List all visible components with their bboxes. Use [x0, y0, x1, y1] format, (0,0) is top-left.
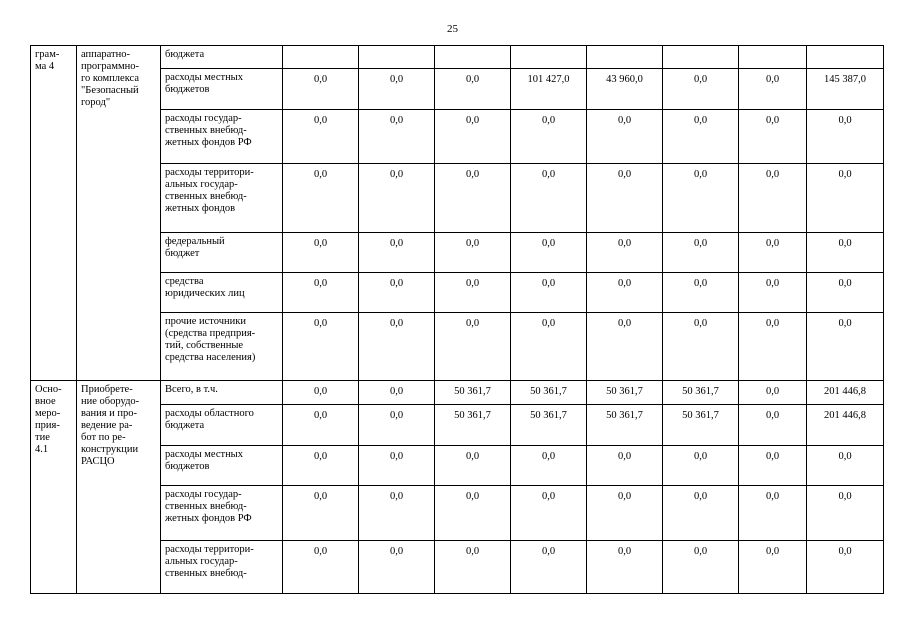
value-cell: 0,0 — [739, 110, 807, 164]
value-cell: 0,0 — [587, 110, 663, 164]
value-cell: 0,0 — [359, 486, 435, 541]
value-cell — [435, 46, 511, 69]
value-cell: 50 361,7 — [663, 405, 739, 446]
value-cell: 0,0 — [435, 164, 511, 233]
value-cell: 0,0 — [739, 405, 807, 446]
value-cell: 0,0 — [359, 405, 435, 446]
value-cell: 0,0 — [435, 486, 511, 541]
value-cell: 0,0 — [511, 486, 587, 541]
value-cell: 0,0 — [283, 233, 359, 273]
value-cell: 0,0 — [739, 486, 807, 541]
value-cell — [359, 46, 435, 69]
value-cell: 50 361,7 — [587, 405, 663, 446]
value-cell: 0,0 — [435, 313, 511, 381]
value-cell: 0,0 — [663, 273, 739, 313]
value-cell: 0,0 — [739, 313, 807, 381]
value-cell: 0,0 — [587, 486, 663, 541]
value-cell: 101 427,0 — [511, 69, 587, 110]
value-cell: 0,0 — [807, 273, 884, 313]
value-cell: 0,0 — [663, 313, 739, 381]
value-cell: 0,0 — [807, 164, 884, 233]
value-cell: 0,0 — [739, 233, 807, 273]
value-cell: 0,0 — [359, 313, 435, 381]
value-cell: 0,0 — [739, 273, 807, 313]
value-cell: 0,0 — [807, 233, 884, 273]
value-cell: 0,0 — [435, 541, 511, 594]
value-cell: 0,0 — [807, 446, 884, 486]
source-label: бюджета — [161, 46, 283, 69]
value-cell — [807, 46, 884, 69]
value-cell: 0,0 — [807, 313, 884, 381]
source-label: федеральный бюджет — [161, 233, 283, 273]
value-cell: 0,0 — [587, 233, 663, 273]
value-cell: 0,0 — [739, 541, 807, 594]
value-cell: 0,0 — [511, 164, 587, 233]
source-label: расходы местных бюджетов — [161, 69, 283, 110]
value-cell: 0,0 — [663, 69, 739, 110]
value-cell: 0,0 — [359, 110, 435, 164]
value-cell: 0,0 — [807, 110, 884, 164]
source-label: расходы областного бюджета — [161, 405, 283, 446]
value-cell: 0,0 — [283, 273, 359, 313]
value-cell — [587, 46, 663, 69]
value-cell: 0,0 — [587, 164, 663, 233]
source-label: прочие источники (средства предприя- тий, собственные средства населения) — [161, 313, 283, 381]
value-cell: 50 361,7 — [435, 381, 511, 405]
value-cell: 0,0 — [739, 69, 807, 110]
value-cell: 0,0 — [511, 110, 587, 164]
source-label: средства юридических лиц — [161, 273, 283, 313]
value-cell: 0,0 — [663, 164, 739, 233]
value-cell: 50 361,7 — [435, 405, 511, 446]
value-cell: 0,0 — [739, 164, 807, 233]
value-cell: 50 361,7 — [511, 405, 587, 446]
table-row — [31, 381, 884, 405]
table-row — [31, 46, 884, 69]
source-label: Всего, в т.ч. — [161, 381, 283, 405]
value-cell: 0,0 — [435, 273, 511, 313]
value-cell: 0,0 — [663, 233, 739, 273]
value-cell: 0,0 — [359, 69, 435, 110]
value-cell: 201 446,8 — [807, 405, 884, 446]
value-cell: 0,0 — [511, 233, 587, 273]
value-cell: 0,0 — [663, 541, 739, 594]
value-cell: 0,0 — [283, 69, 359, 110]
value-cell: 0,0 — [283, 313, 359, 381]
value-cell: 201 446,8 — [807, 381, 884, 405]
value-cell: 50 361,7 — [587, 381, 663, 405]
program-name-cell: аппаратно- программно- го комплекса "Безопасный город" — [77, 46, 161, 381]
value-cell: 0,0 — [359, 541, 435, 594]
value-cell: 0,0 — [435, 233, 511, 273]
source-label: расходы государ- ственных внебюд- жетных фондов РФ — [161, 110, 283, 164]
value-cell: 0,0 — [435, 69, 511, 110]
source-label: расходы государ- ственных внебюд- жетных фондов РФ — [161, 486, 283, 541]
value-cell: 0,0 — [663, 110, 739, 164]
page-number: 25 — [447, 23, 458, 35]
value-cell — [283, 46, 359, 69]
activity-name-cell: Приобрете- ние оборудо- вания и про- ведение ра- бот по ре- конструкции РАСЦО — [77, 381, 161, 594]
activity-number-cell: Осно- вное меро- прия- тие 4.1 — [31, 381, 77, 594]
value-cell — [663, 46, 739, 69]
value-cell: 0,0 — [359, 381, 435, 405]
value-cell: 0,0 — [663, 486, 739, 541]
value-cell: 50 361,7 — [511, 381, 587, 405]
value-cell: 0,0 — [663, 446, 739, 486]
value-cell: 43 960,0 — [587, 69, 663, 110]
value-cell: 145 387,0 — [807, 69, 884, 110]
value-cell: 0,0 — [739, 446, 807, 486]
value-cell: 0,0 — [283, 110, 359, 164]
value-cell: 0,0 — [587, 273, 663, 313]
value-cell: 0,0 — [587, 541, 663, 594]
value-cell: 0,0 — [283, 486, 359, 541]
value-cell: 0,0 — [511, 541, 587, 594]
value-cell — [739, 46, 807, 69]
program-number-cell: грам- ма 4 — [31, 46, 77, 381]
value-cell: 50 361,7 — [663, 381, 739, 405]
value-cell: 0,0 — [587, 313, 663, 381]
value-cell — [511, 46, 587, 69]
funding-table — [30, 45, 884, 594]
value-cell: 0,0 — [283, 446, 359, 486]
value-cell: 0,0 — [511, 273, 587, 313]
value-cell: 0,0 — [435, 110, 511, 164]
value-cell: 0,0 — [283, 405, 359, 446]
value-cell: 0,0 — [511, 446, 587, 486]
value-cell: 0,0 — [359, 233, 435, 273]
value-cell: 0,0 — [587, 446, 663, 486]
value-cell: 0,0 — [283, 164, 359, 233]
value-cell: 0,0 — [435, 446, 511, 486]
value-cell: 0,0 — [807, 541, 884, 594]
value-cell: 0,0 — [807, 486, 884, 541]
source-label: расходы территори- альных государ- ственных внебюд- жетных фондов — [161, 164, 283, 233]
value-cell: 0,0 — [359, 164, 435, 233]
source-label: расходы местных бюджетов — [161, 446, 283, 486]
value-cell: 0,0 — [511, 313, 587, 381]
value-cell: 0,0 — [283, 541, 359, 594]
value-cell: 0,0 — [359, 273, 435, 313]
value-cell: 0,0 — [359, 446, 435, 486]
value-cell: 0,0 — [283, 381, 359, 405]
value-cell: 0,0 — [739, 381, 807, 405]
source-label: расходы территори- альных государ- ственных внебюд- — [161, 541, 283, 594]
